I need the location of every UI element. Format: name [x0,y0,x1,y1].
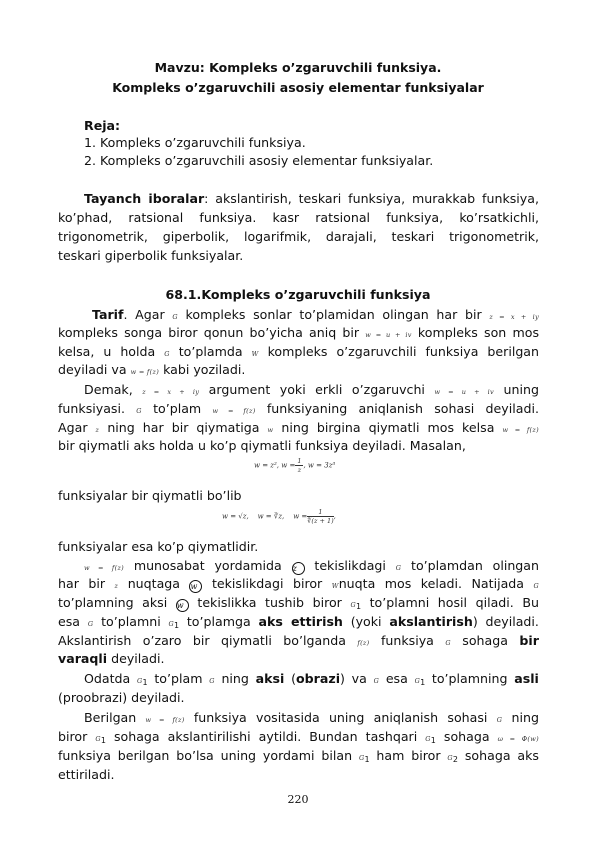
demak-line-2 [58,401,539,419]
math-z-eq: z = x + iy [489,313,539,321]
def-line-2 [58,325,539,343]
m6a: varaqli [58,651,108,666]
o1h: esa [385,671,408,686]
m3c: to’plamni hosil qiladi. Bu [369,595,539,610]
frac-1-over-root [307,508,333,525]
sub-1: 1 [173,621,180,630]
sub-1: 1 [355,602,362,611]
keywords-line-2: ko’phad, ratsional funksiya. kasr ratsional funksiya, ko’rsatkichli, [58,210,539,225]
m5b: funksiya [380,633,434,648]
w-plane-circle-icon: w [176,599,189,612]
m4g: ) deyiladi. [472,614,539,629]
d1c: uning [503,382,539,397]
map-line-5 [58,633,539,651]
def-line-3 [58,344,539,362]
d3c: ning birgina qiymatli mos kelsa [281,420,495,435]
m5a: Akslantirish o’zaro bir qiymatli bo’lganda [58,633,346,648]
demak-line-1 [84,382,539,400]
math-z: z [95,426,100,434]
b3c: sohaga aks [464,748,539,763]
d2b: to’plam [153,401,202,416]
section-title: 68.1.Kompleks o’zgaruvchili funksiya [165,287,431,302]
plan-item-2: 2. Kompleks o’zgaruvchili asosiy elementar funksiyalar. [84,153,434,168]
o1i: to’plamning [431,671,508,686]
multi-valued-line: funksiyalar esa ko’p qiymatlidir. [58,539,259,554]
sub-1: 1 [364,755,370,764]
keywords-line-3: trigonometrik, giperbolik, logarifmik, darajali, teskari trigonometrik, [58,229,539,244]
m3b: tekislikka tushib biror [197,595,342,610]
math-G: G [395,564,402,572]
keywords-label: Tayanch iboralar [84,191,205,206]
formula-multi-valued: w = √z, w = ∛z, w = $\frac{1}{∜(z + 1)}$ , [222,508,336,525]
m2a: har bir [58,576,106,591]
f1: w = z², w = [254,461,296,470]
frac1-den: z [297,466,302,474]
berilgan-line-2 [58,729,539,748]
math-G: G [445,639,451,647]
sub-2: 2 [452,755,458,764]
sub-1: 1 [430,736,436,745]
d2c: funksiyaning aniqlanish sohasi deyiladi. [266,401,539,416]
plan-heading: Reja: [84,118,121,133]
b2a: biror [58,729,88,744]
sub-1: 1 [100,736,106,745]
math-G: G [172,313,178,321]
t1c: kompleks sonlar to’plamidan olingan har bir [185,307,482,322]
math-G1: G [350,601,356,609]
demak-line-4: bir qiymatli aks holda u ko’p qiymatli funksiya deyiladi. Masalan, [58,438,466,453]
math-z-eq: z = x + iy [142,388,200,396]
m2c: tekislikdagi biror [211,576,323,591]
title-line-2: Kompleks o’zgaruvchili asosiy elementar funksiyalar [112,80,484,95]
math-G: G [136,407,142,415]
math-G1: G [137,677,143,685]
map-line-3 [58,595,539,614]
d3a: Agar [58,420,88,435]
o1g: ) va [340,671,367,686]
math-W: W [331,582,339,590]
math-omega-eq: ω = Φ(w) [497,735,539,743]
o1c: ning [221,671,249,686]
t4b: kabi yoziladi. [163,362,246,377]
berilgan-line-1 [84,710,539,728]
t3b: to’plamda [178,344,243,359]
m4c: to’plamga [186,614,251,629]
map-line-6 [58,651,539,666]
o1d: aksi [255,671,285,686]
math-wfz: w = f(z) [84,564,125,572]
def-line-4 [58,362,539,380]
math-wfz: w = f(z) [145,716,185,724]
keywords-line-4: teskari giperbolik funksiyalar. [58,248,244,263]
o1b: to’plam [154,671,203,686]
f1b: , w = 3z³ [303,461,336,470]
m3a: to’plamning aksi [58,595,168,610]
math-w-eq: w = u + iv [365,331,412,339]
title-line-1: Mavzu: Kompleks o’zgaruvchili funksiya. [154,60,442,75]
t1b: . Agar [123,307,165,322]
math-fz: f(z) [357,639,370,647]
math-W: W [251,350,259,358]
m1c: to’plamdan olingan [411,558,539,573]
b3a: funksiya berilgan bo’lsa uning yordami bilan [58,748,353,763]
b3b: ham biror [376,748,441,763]
frac2-num: 1 [307,508,333,517]
f2b: w = ∛z, [257,512,285,521]
m5d: bir [519,633,539,648]
m4f: akslantirish [389,614,473,629]
formula-single-valued [254,457,335,474]
math-wfz: w = f(z) [212,407,256,415]
f2c: w = [293,512,308,521]
b1a: Berilgan [84,710,137,725]
m4b: to’plamni [101,614,161,629]
math-G: G [373,677,380,685]
tarif-label: Tarif [92,307,124,322]
d2a: funksiyasi. [58,401,125,416]
m2b: nuqtaga [127,576,181,591]
frac1-num: 1 [297,457,302,465]
f2a: w = √z, [222,512,249,521]
math-G: G [209,677,215,685]
math-w-eq: w = u + iv [434,388,495,396]
keywords-line-1 [84,191,539,206]
m5c: sohaga [462,633,508,648]
d3b: ning har bir qiymatiga [107,420,260,435]
z-plane-circle-icon: z [292,562,305,575]
math-z: z [114,582,119,590]
map-line-1 [84,558,539,576]
m4d: aks ettirish [258,614,343,629]
math-G1: G [95,735,101,743]
d1a: Demak, [84,382,133,397]
map-line-4 [58,614,539,633]
math-G: G [533,582,539,590]
m4e: (yoki [350,614,382,629]
b1c: ning [511,710,539,725]
demak-line-3 [58,420,539,438]
math-G1: G [358,754,365,762]
d1b: argument yoki erkli o’zgaruvchi [208,382,425,397]
b2c: sohaga [443,729,490,744]
single-valued-line: funksiyalar bir qiymatli bo’lib [58,488,242,503]
m6b: deyiladi. [107,651,165,666]
math-G: G [496,716,503,724]
map-line-2 [58,576,539,594]
math-wfz: w = f(z) [502,426,539,434]
sub-1: 1 [420,678,426,687]
berilgan-line-4: ettiriladi. [58,767,115,782]
odatda-line-1 [84,671,539,690]
m1b: tekislikdagi [314,558,386,573]
o1a: Odatda [84,671,131,686]
t2a: kompleks songa biror qonun bo’yicha aniq bir [58,325,360,340]
b2b: sohaga akslantirilishi aytildi. Bundan tashqari [113,729,418,744]
m2d: nuqta mos keladi. Natijada [338,576,525,591]
math-G1: G [425,735,431,743]
math-G1: G [414,677,421,685]
math-G2: G [447,754,453,762]
keywords-text-1: : akslantirish, teskari funksiya, murakkab funksiya, [204,191,539,206]
math-G: G [87,620,94,628]
b1b: funksiya vositasida uning aniqlanish sohasi [193,710,488,725]
m1a: munosabat yordamida [133,558,282,573]
math-w: w [267,426,274,434]
def-line-1 [92,307,539,325]
m4a: esa [58,614,81,629]
odatda-line-2: (proobrazi) deyiladi. [58,690,185,705]
t4a: deyiladi va [58,362,127,377]
t3a: kelsa, u holda [58,344,156,359]
page-number: 220 [287,793,309,806]
math-wfz: w = f(z) [130,368,160,376]
w-plane-circle-icon: w [189,580,202,593]
t3c: kompleks o’zgaruvchili funksiya berilgan [267,344,540,359]
math-G: G [164,350,170,358]
plan-item-1: 1. Kompleks o’zgaruvchili funksiya. [84,135,306,150]
frac2-den: ∜(z + 1) [307,517,334,525]
math-G1: G [168,620,174,628]
sub-1: 1 [142,678,148,687]
t2b: kompleks son mos [417,325,540,340]
berilgan-line-3 [58,748,539,767]
o1e: ( [291,671,296,686]
o1j: asli [514,671,539,686]
o1f: obrazi [295,671,341,686]
